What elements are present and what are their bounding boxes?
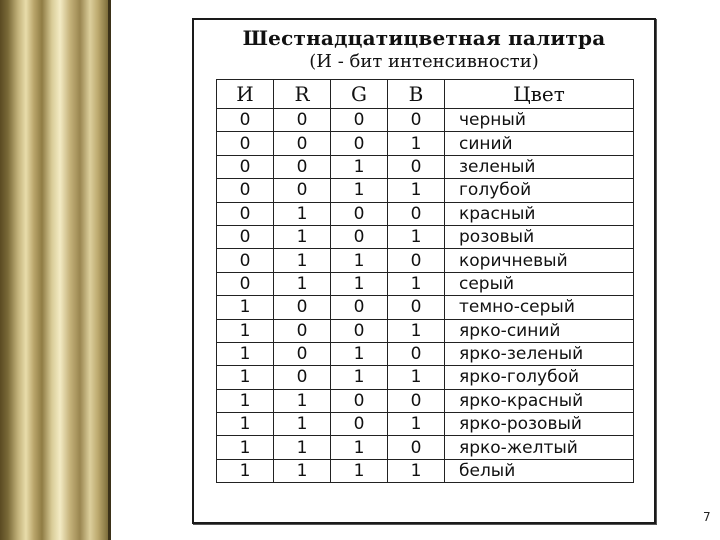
- cell-i: 0: [217, 179, 274, 202]
- cell-g: 0: [331, 202, 388, 225]
- cell-b: 1: [388, 366, 445, 389]
- cell-i: 1: [217, 413, 274, 436]
- table-row: [217, 272, 634, 295]
- cell-color-name: ярко-зеленый: [445, 342, 634, 365]
- cell-b: 0: [388, 155, 445, 178]
- cell-g: 1: [331, 436, 388, 459]
- table-row: [217, 225, 634, 248]
- cell-g: 0: [331, 413, 388, 436]
- table-row: [217, 389, 634, 412]
- cell-b: 0: [388, 202, 445, 225]
- cell-color-name: розовый: [445, 225, 634, 248]
- table-row: [217, 436, 634, 459]
- cell-r: 1: [274, 459, 331, 482]
- cell-g: 0: [331, 319, 388, 342]
- cell-b: 0: [388, 389, 445, 412]
- cell-g: 1: [331, 249, 388, 272]
- cell-b: 0: [388, 342, 445, 365]
- cell-r: 0: [274, 155, 331, 178]
- cell-g: 1: [331, 155, 388, 178]
- cell-b: 0: [388, 296, 445, 319]
- cell-g: 1: [331, 179, 388, 202]
- cell-color-name: зеленый: [445, 155, 634, 178]
- cell-i: 1: [217, 319, 274, 342]
- cell-b: 1: [388, 272, 445, 295]
- cell-r: 0: [274, 296, 331, 319]
- table-row: [217, 109, 634, 132]
- cell-i: 1: [217, 366, 274, 389]
- cell-color-name: синий: [445, 132, 634, 155]
- cell-i: 1: [217, 296, 274, 319]
- table-row: [217, 132, 634, 155]
- cell-i: 1: [217, 342, 274, 365]
- page-number: 7: [703, 510, 711, 524]
- cell-b: 1: [388, 319, 445, 342]
- cell-g: 0: [331, 296, 388, 319]
- cell-g: 1: [331, 366, 388, 389]
- cell-g: 0: [331, 225, 388, 248]
- cell-r: 0: [274, 132, 331, 155]
- page-subtitle: (И - бит интенсивности): [309, 51, 539, 72]
- cell-g: 0: [331, 109, 388, 132]
- cell-r: 0: [274, 319, 331, 342]
- header-b: B: [388, 80, 445, 109]
- cell-r: 0: [274, 179, 331, 202]
- table-row: [217, 296, 634, 319]
- table-row: [217, 342, 634, 365]
- cell-g: 0: [331, 389, 388, 412]
- cell-color-name: голубой: [445, 179, 634, 202]
- table-row: [217, 249, 634, 272]
- cell-color-name: темно-серый: [445, 296, 634, 319]
- cell-i: 1: [217, 459, 274, 482]
- cell-color-name: ярко-розовый: [445, 413, 634, 436]
- cell-b: 0: [388, 436, 445, 459]
- cell-r: 1: [274, 202, 331, 225]
- cell-r: 1: [274, 389, 331, 412]
- page-title: Шестнадцатицветная палитра: [242, 26, 606, 50]
- cell-i: 0: [217, 225, 274, 248]
- table-row: [217, 179, 634, 202]
- cell-i: 0: [217, 109, 274, 132]
- cell-i: 0: [217, 272, 274, 295]
- cell-i: 0: [217, 202, 274, 225]
- table-row: [217, 459, 634, 482]
- cell-b: 0: [388, 249, 445, 272]
- cell-color-name: ярко-синий: [445, 319, 634, 342]
- cell-g: 1: [331, 459, 388, 482]
- cell-b: 1: [388, 459, 445, 482]
- table-row: [217, 155, 634, 178]
- table-row: [217, 202, 634, 225]
- cell-r: 0: [274, 109, 331, 132]
- cell-r: 1: [274, 249, 331, 272]
- table-row: [217, 366, 634, 389]
- header-r: R: [274, 80, 331, 109]
- table-header-row: [217, 80, 634, 109]
- table-body: [217, 109, 634, 483]
- palette-panel: [192, 18, 656, 524]
- cell-g: 0: [331, 132, 388, 155]
- header-g: G: [331, 80, 388, 109]
- cell-b: 0: [388, 109, 445, 132]
- cell-r: 1: [274, 225, 331, 248]
- cell-b: 1: [388, 413, 445, 436]
- header-i: И: [217, 80, 274, 109]
- cell-r: 0: [274, 366, 331, 389]
- cell-color-name: коричневый: [445, 249, 634, 272]
- cell-g: 1: [331, 342, 388, 365]
- cell-color-name: ярко-голубой: [445, 366, 634, 389]
- cell-r: 1: [274, 436, 331, 459]
- cell-b: 1: [388, 132, 445, 155]
- cell-i: 0: [217, 132, 274, 155]
- decorative-sidebar: [0, 0, 110, 540]
- cell-b: 1: [388, 179, 445, 202]
- header-color: Цвет: [445, 80, 634, 109]
- cell-color-name: белый: [445, 459, 634, 482]
- cell-color-name: черный: [445, 109, 634, 132]
- cell-r: 1: [274, 272, 331, 295]
- table-row: [217, 319, 634, 342]
- cell-i: 1: [217, 436, 274, 459]
- cell-color-name: красный: [445, 202, 634, 225]
- cell-g: 1: [331, 272, 388, 295]
- cell-color-name: ярко-красный: [445, 389, 634, 412]
- cell-i: 0: [217, 249, 274, 272]
- cell-r: 0: [274, 342, 331, 365]
- table-row: [217, 413, 634, 436]
- palette-table: [216, 79, 634, 483]
- cell-i: 1: [217, 389, 274, 412]
- cell-b: 1: [388, 225, 445, 248]
- cell-r: 1: [274, 413, 331, 436]
- cell-color-name: серый: [445, 272, 634, 295]
- cell-color-name: ярко-желтый: [445, 436, 634, 459]
- cell-i: 0: [217, 155, 274, 178]
